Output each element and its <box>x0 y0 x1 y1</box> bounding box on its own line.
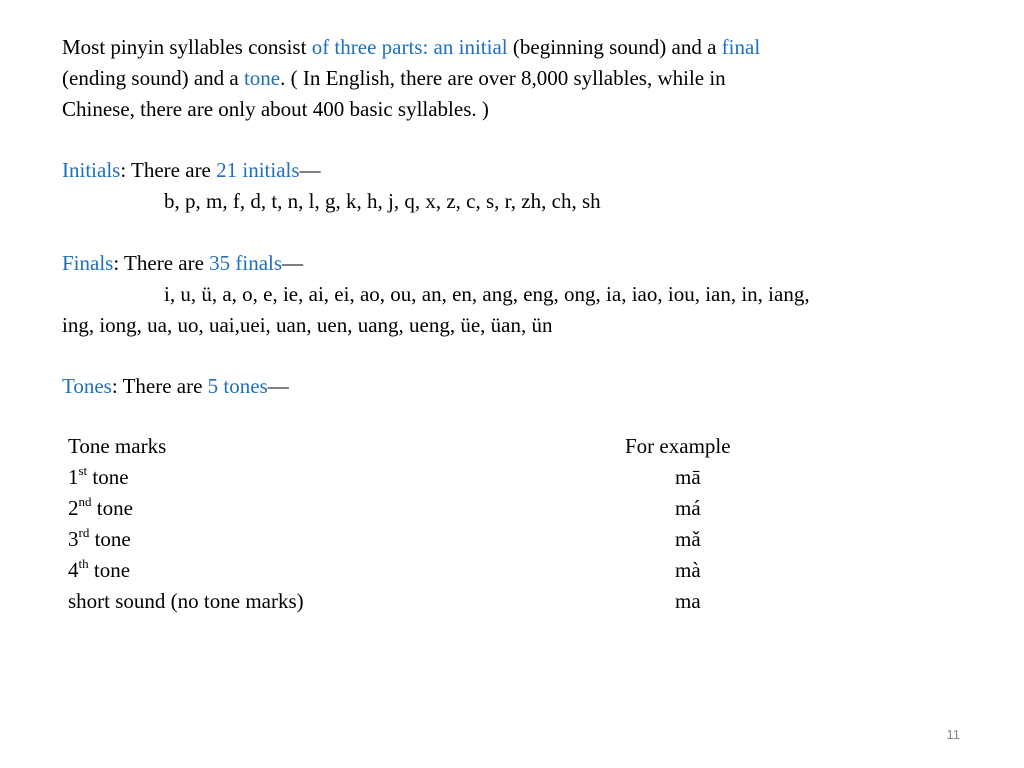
column-header: Tone marks <box>68 434 167 458</box>
tone-table-header-example <box>625 436 731 457</box>
tones-count: 5 tones <box>207 374 268 398</box>
intro-line-3 <box>62 99 489 120</box>
tone-ordinal-suffix: th <box>78 556 89 571</box>
tone-row-2-example <box>675 498 701 519</box>
initials-heading-line <box>62 160 321 181</box>
tone-example: má <box>675 496 701 520</box>
intro-text: (beginning sound) and a <box>507 35 722 59</box>
tone-example: ma <box>675 589 701 613</box>
tone-example: mà <box>675 558 701 582</box>
tone-table-header-marks <box>68 436 166 457</box>
intro-text: (ending sound) and a <box>62 66 244 90</box>
initials-list-text: b, p, m, f, d, t, n, l, g, k, h, j, q, x, z, c, s, r, zh, ch, sh <box>164 189 601 213</box>
finals-text: : There are <box>113 251 210 275</box>
finals-list-text: ing, iong, ua, uo, uai,uei, uan, uen, uang, ueng, üe, üan, ün <box>62 313 553 337</box>
finals-list-text: i, u, ü, a, o, e, ie, ai, ei, ao, ou, an, en, ang, eng, ong, ia, iao, iou, ian, in, iang, <box>164 282 810 306</box>
tone-ordinal-suffix: nd <box>78 494 92 509</box>
finals-dash: — <box>282 251 304 275</box>
finals-count: 35 finals <box>209 251 283 275</box>
tones-text: : There are <box>111 374 208 398</box>
tone-number: 1 <box>68 465 79 489</box>
tone-ordinal-suffix: rd <box>78 525 90 540</box>
tone-number: 2 <box>68 496 79 520</box>
tone-example: mā <box>675 465 701 489</box>
initials-list <box>164 191 601 212</box>
initials-count: 21 initials <box>216 158 300 182</box>
tone-example: mǎ <box>675 527 701 551</box>
intro-line-2 <box>62 68 726 89</box>
tone-row-1-example <box>675 467 701 488</box>
tone-word: short sound (no tone marks) <box>68 589 304 613</box>
column-header: For example <box>625 434 731 458</box>
page-number: 11 <box>946 727 960 742</box>
intro-highlight-tone: tone <box>243 66 281 90</box>
tone-row-3-example <box>675 529 701 550</box>
initials-heading: Initials <box>62 158 121 182</box>
tones-heading: Tones <box>62 374 112 398</box>
tone-word: tone <box>88 558 131 582</box>
finals-list-line-2 <box>62 315 552 336</box>
finals-heading-line <box>62 253 303 274</box>
tone-word: tone <box>87 465 129 489</box>
intro-text: Most pinyin syllables consist <box>62 35 312 59</box>
tone-word: tone <box>89 527 131 551</box>
tone-ordinal-suffix: st <box>78 463 88 478</box>
tone-number: 4 <box>68 558 79 582</box>
tone-row-short-label <box>68 591 304 612</box>
initials-text: : There are <box>120 158 217 182</box>
intro-text: Chinese, there are only about 400 basic syllables. ) <box>62 97 489 121</box>
initials-dash: — <box>299 158 321 182</box>
intro-highlight-three-parts: of three parts: an initial <box>311 35 508 59</box>
intro-text: . ( In English, there are over 8,000 syllables, while in <box>280 66 726 90</box>
tones-heading-line <box>62 376 289 397</box>
tone-row-4-label <box>68 556 131 582</box>
finals-heading: Finals <box>62 251 114 275</box>
finals-list-line-1 <box>164 284 810 305</box>
tone-row-short-example <box>675 591 701 612</box>
intro-highlight-final: final <box>721 35 761 59</box>
tone-word: tone <box>91 496 133 520</box>
tone-row-4-example <box>675 560 701 581</box>
tones-dash: — <box>267 374 289 398</box>
tone-number: 3 <box>68 527 79 551</box>
tone-row-2-label <box>68 494 133 520</box>
tone-row-1-label <box>68 463 129 489</box>
intro-line-1 <box>62 37 760 58</box>
tone-row-3-label <box>68 525 131 551</box>
